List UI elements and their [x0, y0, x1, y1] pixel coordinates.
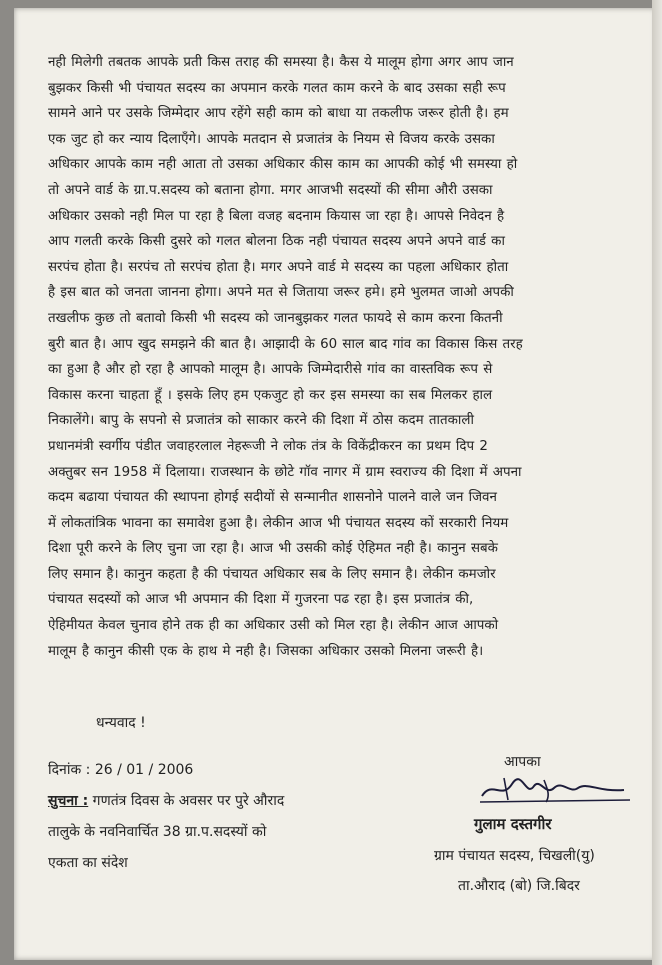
body-line: कदम बढाया पंचायत की स्थापना होगई सदीयों से सन्मानीत शासनोने पालने वाले जन जिवन: [48, 490, 497, 506]
notice-line: तालुके के नवनिवार्चित 38 ग्रा.प.सदस्यों को: [48, 824, 267, 840]
body-line: अक्तुबर सन 1958 में दिलाया। राजस्थान के छोटे गॉव नागर में ग्राम स्वराज्य की दिशा में अपना: [48, 464, 522, 480]
body-line: का हुआ है और हो रहा है आपको मालूम है। आपके जिम्मेदारीसे गांव का वास्तविक रूप से: [48, 362, 493, 378]
body-line: विकास करना चाहता हूँ । इसके लिए हम एकजुट हो कर इस समस्या का सब मिलकर हाल: [48, 387, 493, 403]
body-line: दिशा पूरी करने के लिए चुना जा रहा है। आज भी उसकी कोई ऐहिमत नही है। कानुन सबके: [48, 541, 498, 557]
body-line: तो अपने वार्ड के ग्रा.प.सदस्य को बताना होगा. मगर आजभी सदस्यों की सीमा औरी उसका: [48, 182, 493, 198]
body-line: तखलीफ कुछ तो बतावो किसी भी सदस्य को जानबुझकर गलत फायदे से काम करना कितनी: [48, 310, 503, 326]
body-line: नही मिलेगी तबतक आपके प्रती किस तराह की समस्या है। कैस ये मालूम होगा अगर आप जान: [48, 55, 514, 70]
body-line: मालूम है कानुन कीसी एक के हाथ मे नही है। जिसका अधिकार उसको मिलना जरूरी है।: [48, 643, 484, 659]
yours-label: आपका: [504, 754, 541, 770]
body-line: प्रधानमंत्री स्वर्गीय पंडीत जवाहरलाल नेहरूजी ने लोक तंत्र के विकेंद्रीकरन का प्रथम दिप 2: [48, 438, 488, 454]
body-line: आप गलती करके किसी दुसरे को गलत बोलना ठिक नही पंचायत सदस्य अपने अपने वार्ड का: [48, 234, 505, 250]
thanks-line: धन्यवाद !: [96, 715, 146, 731]
body-line: सरपंच होता है। सरपंच तो सरपंच होता है। मगर अपने वार्ड मे सदस्य का पहला अधिकार होता: [48, 259, 509, 275]
notice-line: [48, 786, 378, 817]
body-line: अधिकार आपके काम नही आता तो उसका अधिकार कीस काम का आपकी कोई भी समस्या हो: [48, 157, 518, 173]
letter-body: [48, 50, 616, 664]
notice-block: [48, 786, 378, 879]
signatory-place: ता.औराद (बो) जि.बिदर: [458, 878, 580, 894]
body-line: लिए समान है। कानुन कहता है की पंचायत अधिकार सब के लिए समान है। लेकीन कमजोर: [48, 566, 496, 582]
body-line: एक जुट हो कर न्याय दिलाएँगे। आपके मतदान से प्रजातंत्र के नियम से विजय करके उसका: [48, 131, 495, 147]
notice-label: सुचना :: [48, 793, 89, 809]
body-line: निकालेंगे। बापु के सपनो से प्रजातंत्र को साकार करने की दिशा में ठोस कदम तातकाली: [48, 413, 474, 429]
body-line: बुझकर किसी भी पंचायत सदस्य का अपमान करके गलत काम करने के बाद उसका सही रूप: [48, 80, 506, 96]
body-line: पंचायत सदस्यों को आज भी अपमान की दिशा में गुजरना पढ रहा है। इस प्रजातंत्र की,: [48, 592, 474, 608]
body-line: बुरी बात है। आप खुद समझने की बात है। आझादी के 60 साल बाद गांव का विकास किस तरह: [48, 336, 523, 352]
letter-date: दिनांक : 26 / 01 / 2006: [48, 762, 194, 778]
body-line: में लोकतांत्रिक भावना का समावेश हुआ है। लेकीन आज भी पंचायत सदस्य कों सरकारी नियम: [48, 515, 509, 531]
body-line: है इस बात को जनता जानना होगा। अपने मत से जिताया जरूर हमे। हमे भुलमत जाओ अपकी: [48, 285, 514, 301]
body-line: अधिकार उसको नही मिल पा रहा है बिला वजह बदनाम कियास जा रहा है। आपसे निवेदन है: [48, 208, 505, 224]
handwritten-signature-icon: [474, 770, 634, 808]
notice-text: गणतंत्र दिवस के अवसर पर पुरे औराद: [88, 793, 285, 809]
signatory-name: गुलाम दस्तगीर: [474, 815, 552, 833]
page-edge: [652, 0, 662, 965]
signatory-title: ग्राम पंचायत सदस्य, चिखली(यु): [434, 848, 595, 864]
notice-line: एकता का संदेश: [48, 855, 128, 871]
body-line: सामने आने पर उसके जिम्मेदार आप रहेंगे सही काम को बाधा या तकलीफ जरूर होती है। हम: [48, 106, 509, 122]
body-line: ऐहिमीयत केवल चुनाव होने तक ही का अधिकार उसी को मिल रहा है। लेकीन आज आपको: [48, 618, 499, 634]
